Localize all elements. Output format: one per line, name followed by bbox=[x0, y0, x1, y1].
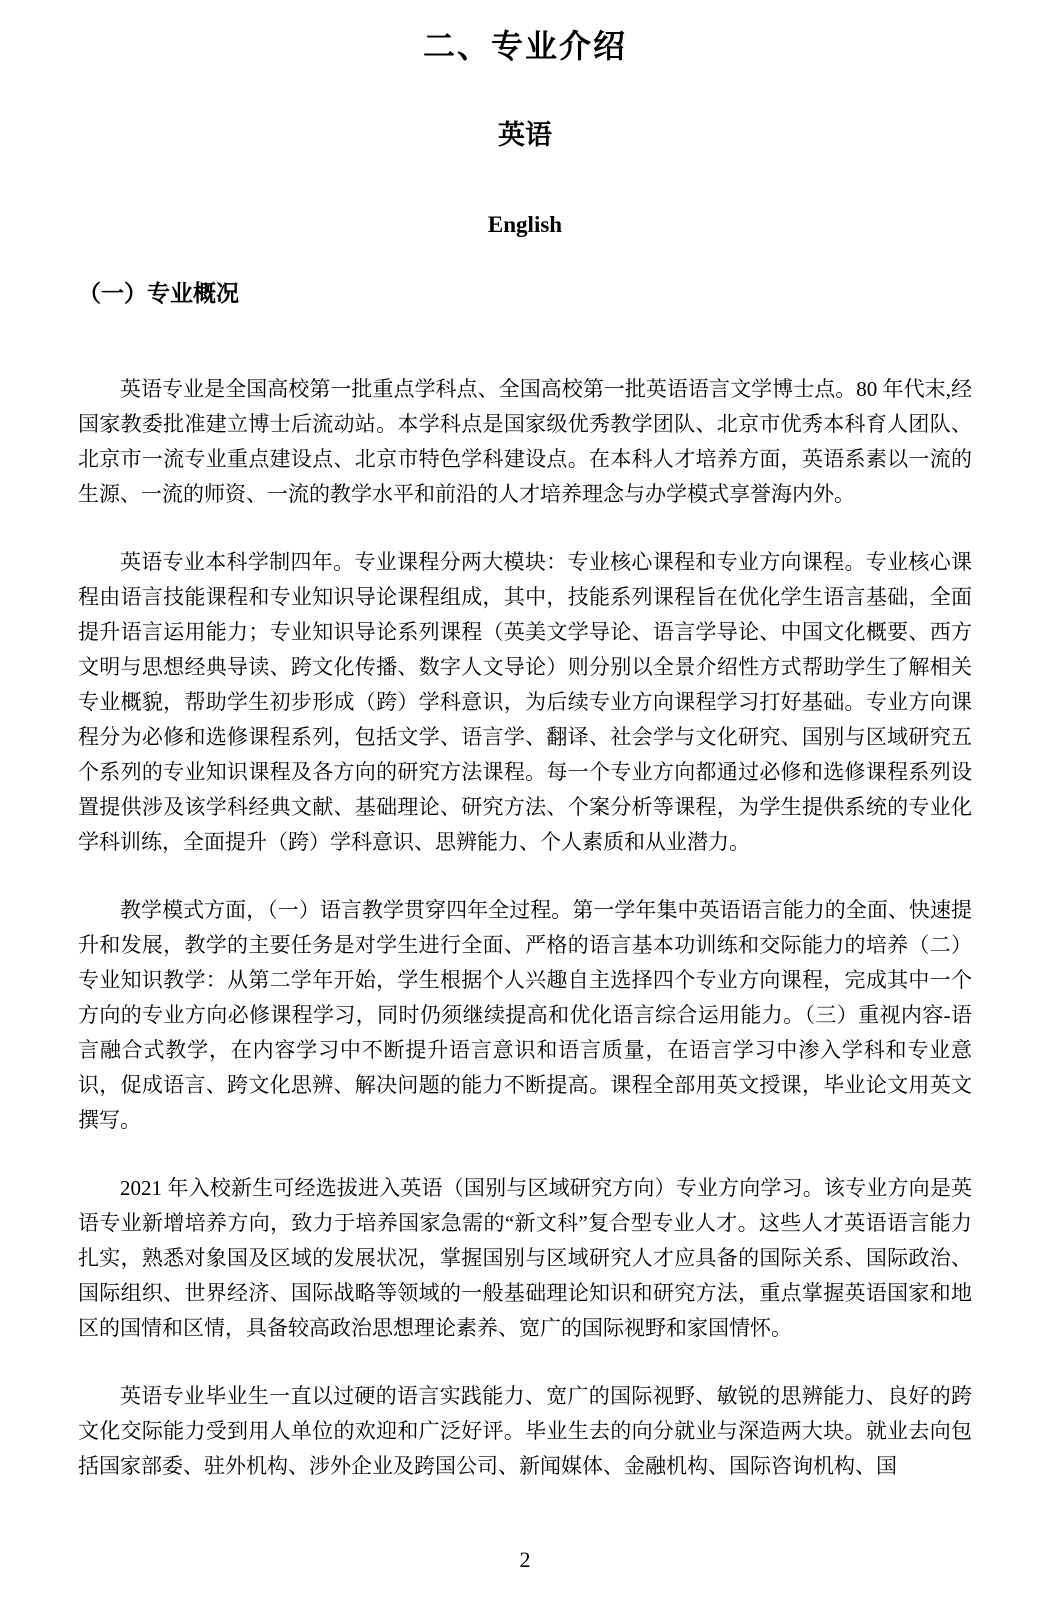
page-number: 2 bbox=[519, 1547, 531, 1572]
section-heading-overview: （一）专业概况 bbox=[78, 280, 239, 306]
major-name-chinese: 英语 bbox=[498, 120, 552, 150]
paragraph-graduates: 英语专业毕业生一直以过硬的语言实践能力、宽广的国际视野、敏锐的思辨能力、良好的跨文化交际能力受到用人单位的欢迎和广泛好评。毕业生去的向分就业与深造两大块。就业去向包括国家部委、驻外机构、涉外企业及跨国公司、新闻媒体、金融机构、国际咨询机构、国 bbox=[78, 1384, 972, 1478]
paragraph-program-history: 英语专业是全国高校第一批重点学科点、全国高校第一批英语语言文学博士点。80 年代末,经国家教委批准建立博士后流动站。本学科点是国家级优秀教学团队、北京市优秀本科育人团队、北京市一流专业重点建设点、北京市特色学科建设点。在本科人才培养方面，英语系素以一流的生源、一流的师资、一流的教学水平和前沿的人才培养理念与办学模式享誉海内外。 bbox=[78, 377, 972, 506]
paragraph-curriculum-structure: 英语专业本科学制四年。专业课程分两大模块：专业核心课程和专业方向课程。专业核心课程由语言技能课程和专业知识导论课程组成，其中，技能系列课程旨在优化学生语言基础，全面提升语言运用能力；专业知识导论系列课程（英美文学导论、语言学导论、中国文化概要、西方文明与思想经典导读、跨文化传播、数字人文导论）则分别以全景介绍性方式帮助学生了解相关专业概貌，帮助学生初步形成（跨）学科意识，为后续专业方向课程学习打好基础。专业方向课程分为必修和选修课程系列，包括文学、语言学、翻译、社会学与文化研究、国别与区域研究五个系列的专业知识课程及各方向的研究方法课程。每一个专业方向都通过必修和选修课程系列设置提供涉及该学科经典文献、基础理论、研究方法、个案分析等课程，为学生提供系统的专业化学科训练，全面提升（跨）学科意识、思辨能力、个人素质和从业潜力。 bbox=[78, 550, 972, 854]
paragraph-area-studies-track: 2021 年入校新生可经选拔进入英语（国别与区域研究方向）专业方向学习。该专业方向是英语专业新增培养方向，致力于培养国家急需的“新文科”复合型专业人才。这些人才英语语言能力扎实，熟悉对象国及区域的发展状况，掌握国别与区域研究人才应具备的国际关系、国际政治、国际组织、世界经济、国际战略等领域的一般基础理论知识和研究方法，重点掌握英语国家和地区的国情和区情，具备较高政治思想理论素养、宽广的国际视野和家国情怀。 bbox=[78, 1176, 972, 1340]
paragraph-teaching-model: 教学模式方面，（一）语言教学贯穿四年全过程。第一学年集中英语语言能力的全面、快速提升和发展，教学的主要任务是对学生进行全面、严格的语言基本功训练和交际能力的培养（二）专业知识教学：从第二学年开始，学生根据个人兴趣自主选择四个专业方向课程，完成其中一个方向的专业方向必修课程学习，同时仍须继续提高和优化语言综合运用能力。（三）重视内容-语言融合式教学，在内容学习中不断提升语言意识和语言质量，在语言学习中渗入学科和专业意识，促成语言、跨文化思辨、解决问题的能力不断提高。课程全部用英文授课，毕业论文用英文撰写。 bbox=[78, 898, 972, 1132]
document-title: 二、专业介绍 bbox=[422, 28, 627, 64]
major-name-english: English bbox=[487, 212, 563, 237]
